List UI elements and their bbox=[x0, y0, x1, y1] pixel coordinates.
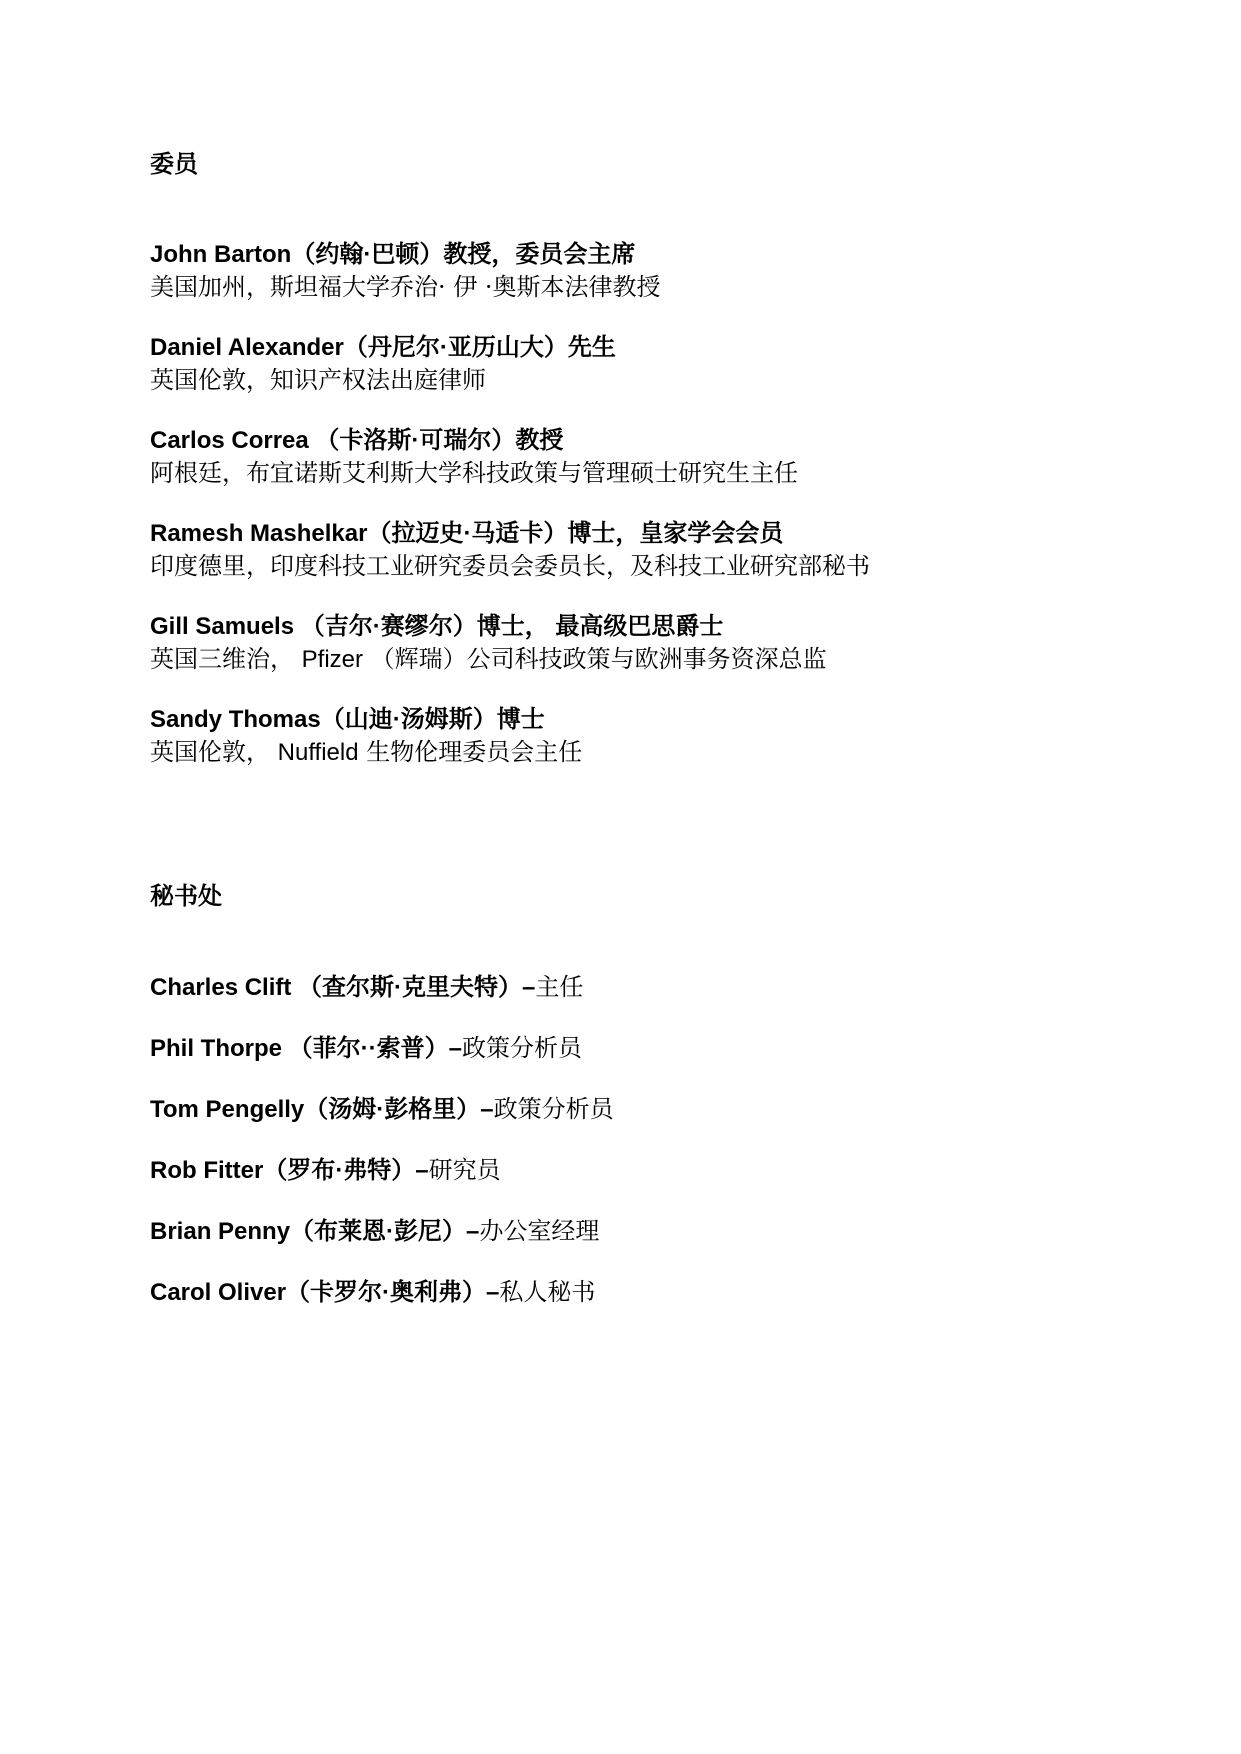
member-entry bbox=[150, 426, 798, 488]
member-affiliation: 美国加州，斯坦福大学乔治· 伊 ·奥斯本法律教授 bbox=[150, 273, 661, 301]
staff-entry bbox=[150, 1155, 501, 1186]
affiliation-suffix: （辉瑞）公司科技政策与欧洲事务资深总监 bbox=[363, 645, 827, 673]
member-affiliation: 英国伦敦，知识产权法出庭律师 bbox=[150, 366, 486, 394]
staff-role: 办公室经理 bbox=[479, 1217, 600, 1245]
staff-role: 私人秘书 bbox=[499, 1278, 596, 1306]
member-name: Ramesh Mashelkar（拉迈史·马适卡）博士，皇家学会会员 bbox=[150, 520, 784, 547]
member-name: Sandy Thomas（山迪·汤姆斯）博士 bbox=[150, 706, 545, 733]
member-entry bbox=[150, 519, 870, 581]
affiliation-organization: Nuffield bbox=[277, 739, 359, 766]
staff-role: 政策分析员 bbox=[493, 1095, 614, 1123]
staff-entry bbox=[150, 972, 583, 1003]
member-name: Daniel Alexander（丹尼尔·亚历山大）先生 bbox=[150, 334, 616, 361]
staff-role: 主任 bbox=[535, 973, 584, 1001]
member-entry bbox=[150, 705, 582, 768]
affiliation-prefix: 英国伦敦， bbox=[150, 738, 278, 766]
affiliation-company: Pfizer bbox=[301, 646, 363, 673]
member-name: John Barton（约翰·巴顿）教授，委员会主席 bbox=[150, 241, 636, 268]
staff-name: Brian Penny（布莱恩·彭尼）– bbox=[150, 1218, 480, 1245]
staff-entry bbox=[150, 1216, 599, 1247]
affiliation-suffix: 生物伦理委员会主任 bbox=[358, 738, 583, 766]
member-affiliation bbox=[150, 737, 582, 768]
member-affiliation bbox=[150, 644, 827, 675]
staff-entry bbox=[150, 1277, 595, 1308]
member-entry bbox=[150, 612, 827, 675]
staff-role: 研究员 bbox=[428, 1156, 501, 1184]
member-name: Carlos Correa （卡洛斯·可瑞尔）教授 bbox=[150, 427, 564, 454]
member-name: Gill Samuels （吉尔·赛缪尔）博士， 最高级巴思爵士 bbox=[150, 613, 724, 640]
member-entry bbox=[150, 240, 661, 302]
committee-heading: 委员 bbox=[150, 151, 198, 178]
affiliation-prefix: 英国三维治， bbox=[150, 645, 302, 673]
member-entry bbox=[150, 333, 616, 395]
staff-name: Phil Thorpe （菲尔··索普）– bbox=[150, 1035, 462, 1062]
staff-entry bbox=[150, 1094, 614, 1125]
staff-name: Charles Clift （查尔斯·克里夫特）– bbox=[150, 974, 536, 1001]
secretariat-heading: 秘书处 bbox=[150, 883, 222, 910]
staff-entry bbox=[150, 1033, 582, 1064]
member-affiliation: 阿根廷，布宜诺斯艾利斯大学科技政策与管理硕士研究生主任 bbox=[150, 459, 798, 487]
staff-name: Tom Pengelly（汤姆·彭格里）– bbox=[150, 1096, 494, 1123]
staff-role: 政策分析员 bbox=[462, 1034, 582, 1062]
staff-name: Carol Oliver（卡罗尔·奥利弗）– bbox=[150, 1279, 500, 1306]
member-affiliation: 印度德里，印度科技工业研究委员会委员长，及科技工业研究部秘书 bbox=[150, 552, 870, 580]
staff-name: Rob Fitter（罗布·弗特）– bbox=[150, 1157, 429, 1184]
